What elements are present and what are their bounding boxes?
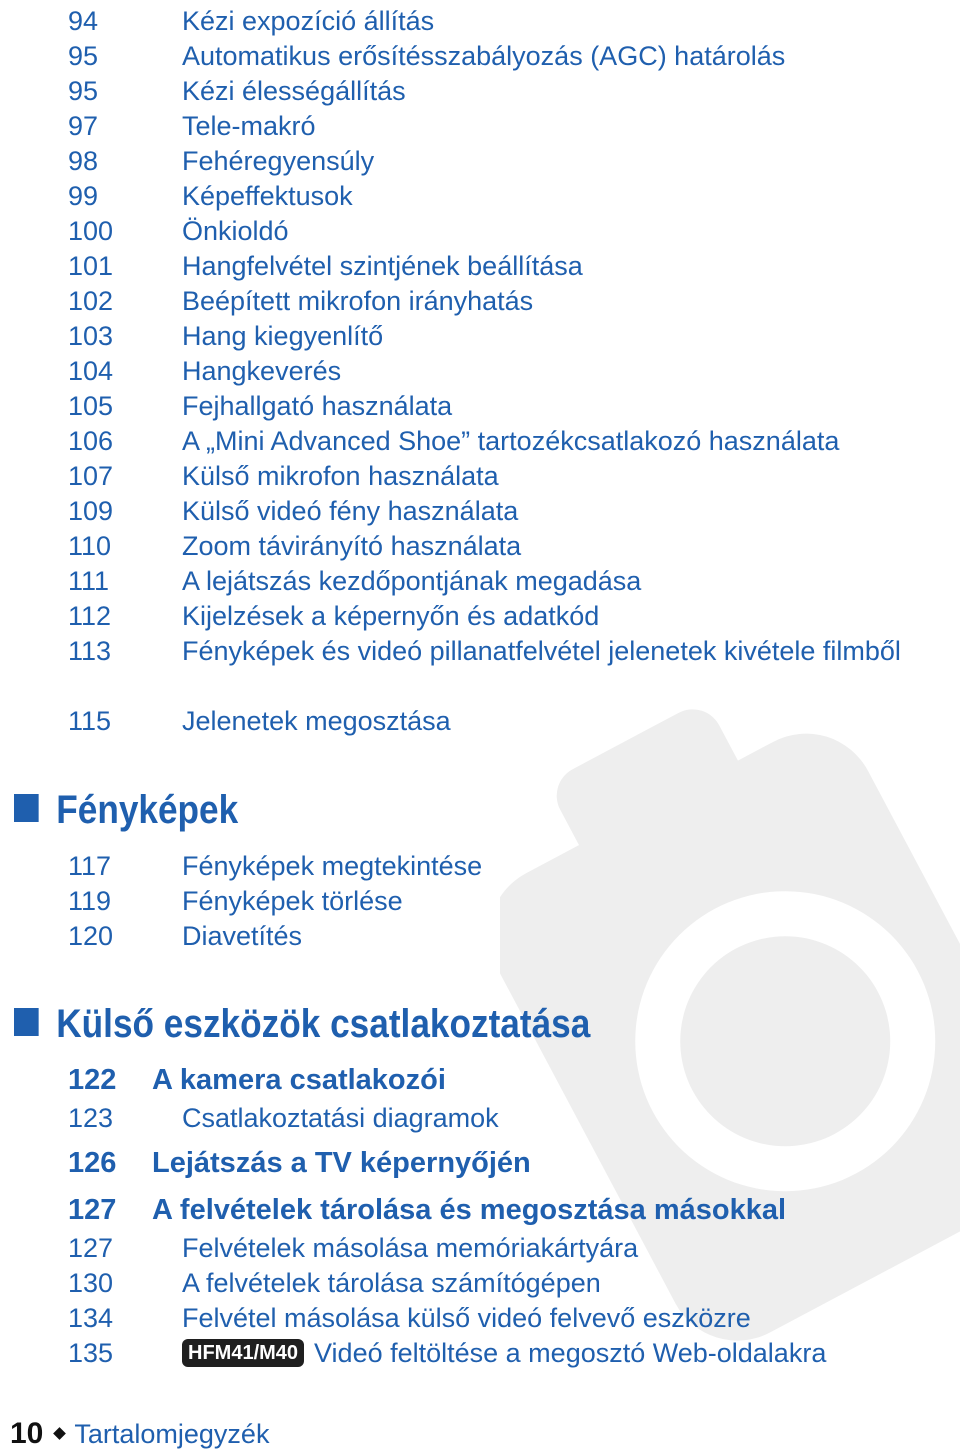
- toc-page-number: 99: [68, 181, 99, 211]
- toc-entry-title: Zoom távirányító használata: [182, 531, 522, 561]
- footer-label[interactable]: Tartalomjegyzék: [74, 1419, 270, 1449]
- toc-page-number: 104: [68, 356, 114, 386]
- toc-page-number: 105: [68, 391, 114, 421]
- toc-entry-title: Felvételek másolása memóriakártyára: [182, 1233, 639, 1263]
- toc-page-number: 101: [68, 251, 114, 281]
- toc-page-number: 119: [68, 886, 112, 916]
- toc-page-number: 126: [68, 1147, 117, 1179]
- toc-page-number: 127: [68, 1194, 117, 1226]
- toc-entry-title: Képeffektusok: [182, 181, 353, 211]
- toc-entry-title-with-badge: [182, 1336, 826, 1370]
- toc-entry-title: Fényképek törlése: [182, 886, 403, 916]
- toc-entry-title: A felvételek tárolása számítógépen: [182, 1268, 601, 1298]
- toc-page-number: 107: [68, 461, 114, 491]
- square-bullet-icon: [14, 1008, 39, 1036]
- section-heading-photos[interactable]: [14, 786, 238, 834]
- toc-page-number: 112: [68, 601, 112, 631]
- toc-entry-title: Felvétel másolása külső videó felvevő eszközre: [182, 1303, 751, 1333]
- toc-page-number: 134: [68, 1303, 114, 1333]
- toc-page-number: 113: [68, 636, 112, 666]
- toc-page-number: 117: [68, 851, 112, 881]
- toc-entry-title: Hang kiegyenlítő: [182, 321, 384, 351]
- toc-page-number: 103: [68, 321, 114, 351]
- toc-page-number: 122: [68, 1064, 117, 1096]
- toc-entry-title: A „Mini Advanced Shoe” tartozékcsatlakozó használata: [182, 426, 840, 456]
- section-heading-text: Külső eszközök csatlakoztatása: [56, 1002, 591, 1046]
- toc-entry-title: Kézi élességállítás: [182, 76, 406, 106]
- model-badge: HFM41/M40: [182, 1339, 304, 1367]
- page-number: 10: [10, 1417, 44, 1450]
- toc-page-number: 94: [68, 6, 99, 36]
- toc-entry-title: Kézi expozíció állítás: [182, 6, 435, 36]
- toc-page-number: 135: [68, 1338, 114, 1368]
- toc-entry-title: A lejátszás kezdőpontjának megadása: [182, 566, 642, 596]
- toc-page-number: 123: [68, 1103, 114, 1133]
- page-footer: [10, 1416, 269, 1452]
- toc-entry-title: Fényképek megtekintése: [182, 851, 483, 881]
- toc-entry-title: Videó feltöltése a megosztó Web-oldalakra: [314, 1338, 827, 1368]
- toc-entry-title: Tele-makró: [182, 111, 316, 141]
- toc-entry-title: Külső videó fény használata: [182, 496, 519, 526]
- toc-entry-title: Kijelzések a képernyőn és adatkód: [182, 601, 600, 631]
- toc-page-number: 98: [68, 146, 99, 176]
- toc-page-number: 109: [68, 496, 114, 526]
- section-heading-text: Fényképek: [56, 788, 239, 832]
- toc-entry-title: Fehéregyensúly: [182, 146, 375, 176]
- toc-entry-title: A felvételek tárolása és megosztása másokkal: [152, 1194, 787, 1226]
- toc-entry-title: Beépített mikrofon irányhatás: [182, 286, 534, 316]
- toc-entry-title: Automatikus erősítésszabályozás (AGC) határolás: [182, 41, 786, 71]
- toc-entry-title: A kamera csatlakozói: [152, 1064, 446, 1096]
- toc-page-number: 130: [68, 1268, 114, 1298]
- toc-page-number: 120: [68, 921, 114, 951]
- toc-entry-title: Diavetítés: [182, 921, 303, 951]
- toc-entry-title: Jelenetek megosztása: [182, 706, 451, 736]
- toc-page-number: 111: [68, 566, 110, 596]
- section-heading-external-devices[interactable]: [14, 1000, 590, 1048]
- toc-entry-title: Külső mikrofon használata: [182, 461, 499, 491]
- toc-page-number: 95: [68, 41, 99, 71]
- toc-page-number: 115: [68, 706, 112, 736]
- toc-page-number: 127: [68, 1233, 114, 1263]
- toc-page-number: 100: [68, 216, 114, 246]
- toc-entry-title: Hangkeverés: [182, 356, 342, 386]
- toc-entry-title: Fényképek és videó pillanatfelvétel jelenetek kivétele filmből: [182, 636, 901, 666]
- toc-entry-title: Hangfelvétel szintjének beállítása: [182, 251, 583, 281]
- toc-entry-title: Csatlakoztatási diagramok: [182, 1103, 499, 1133]
- toc-entry-title: Önkioldó: [182, 216, 289, 246]
- toc-page-number: 106: [68, 426, 114, 456]
- toc-page-number: 110: [68, 531, 112, 561]
- toc-page-number: 97: [68, 111, 99, 141]
- toc-entry-title: Lejátszás a TV képernyőjén: [152, 1147, 531, 1179]
- square-bullet-icon: [14, 794, 39, 822]
- diamond-bullet-icon: [54, 1428, 67, 1441]
- toc-entry-title: Fejhallgató használata: [182, 391, 453, 421]
- toc-page-number: 102: [68, 286, 114, 316]
- toc-page-number: 95: [68, 76, 99, 106]
